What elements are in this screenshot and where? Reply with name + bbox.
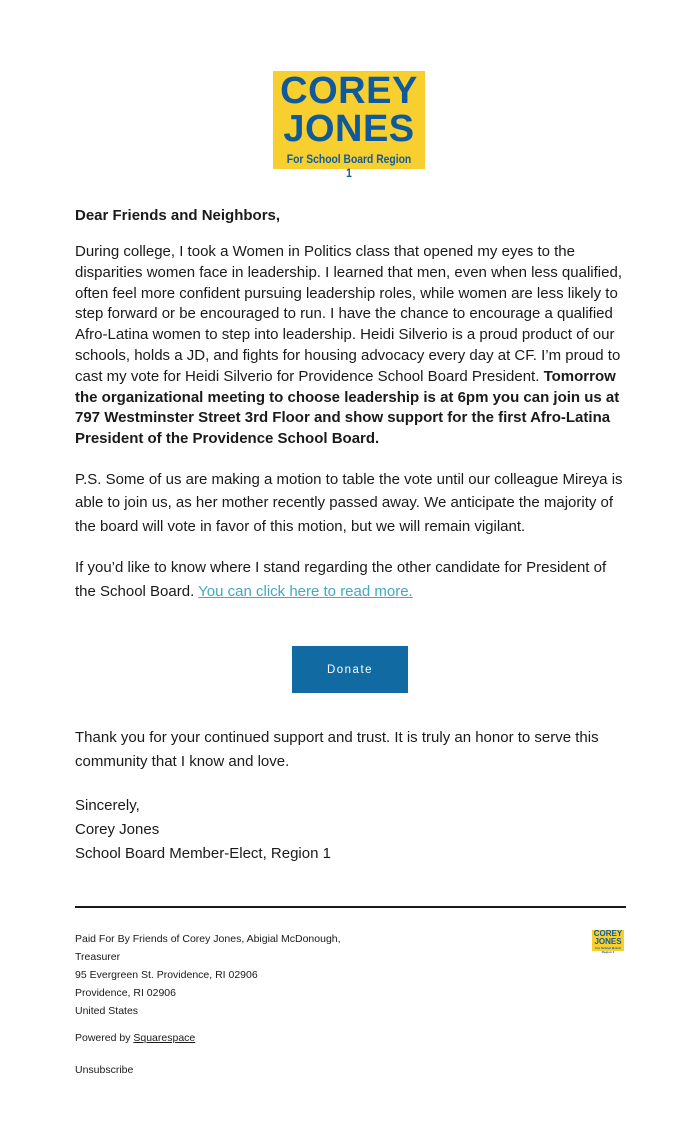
address-country: United States xyxy=(75,1005,139,1017)
greeting: Dear Friends and Neighbors, xyxy=(75,207,281,224)
powered-by xyxy=(75,1032,195,1044)
paragraph-3-text: If you’d like to know where I stand regarding the other candidate for President of the School Board. xyxy=(75,559,607,600)
address-line-1: 95 Evergreen St. Providence, RI 02906 xyxy=(75,969,258,981)
meeting-announcement: Tomorrow the organizational meeting to choose leadership is at 6pm you can join us at 797 Westminster Street 3rd Floor and show support for the first Afro-Latina President of the Providence School Board. xyxy=(75,367,620,448)
logo-line-corey: COREY xyxy=(280,70,418,112)
footer-logo-line-1: COREY xyxy=(593,929,623,938)
footer-logo-line-3: For School Board Region 1 xyxy=(595,946,621,954)
squarespace-link[interactable]: Squarespace xyxy=(133,1032,196,1044)
paid-for-disclaimer: Paid For By Friends of Corey Jones, Abigial McDonough, Treasurer xyxy=(75,933,341,963)
donate-button[interactable]: Donate xyxy=(292,646,408,693)
footer-logo-line-2: JONES xyxy=(594,937,622,946)
signoff-text: Sincerely, xyxy=(75,797,140,814)
paragraph-1 xyxy=(75,242,627,450)
letter-body xyxy=(75,206,627,603)
logo-tagline: For School Board Region 1 xyxy=(286,152,412,180)
unsubscribe-link[interactable]: Unsubscribe xyxy=(75,1064,134,1076)
signer-name: Corey Jones xyxy=(75,821,160,838)
address-line-2: Providence, RI 02906 xyxy=(75,987,176,999)
signature-block xyxy=(75,794,331,866)
signer-title: School Board Member-Elect, Region 1 xyxy=(75,845,331,862)
campaign-logo xyxy=(273,70,425,180)
paragraph-3 xyxy=(75,556,627,603)
read-more-link[interactable]: You can click here to read more. xyxy=(198,582,413,600)
logo-line-jones: JONES xyxy=(283,108,415,150)
footer-divider xyxy=(75,906,626,908)
footer-address xyxy=(75,930,375,1020)
postscript: P.S. Some of us are making a motion to table the vote until our colleague Mireya is able to join us, as her mother recently passed away. We anticipate the majority of the board will vote in favor of this motion, but we will remain vigilant. xyxy=(75,470,623,535)
powered-by-prefix: Powered by xyxy=(75,1032,131,1044)
paragraph-1-text: During college, I took a Women in Politics class that opened my eyes to the disparities women face in leadership. I learned that men, even when less qualified, often feel more confident pursuing leadership roles, while women are less likely to step forward or be encouraged to run. I have the chance to encourage a qualified Afro-Latina women to step into leadership. Heidi Silverio is a proud product of our schools, holds a JD, and fights for housing advocacy every day at CF. I’m proud to cast my vote for Heidi Silverio for Providence School Board President. xyxy=(75,243,622,385)
thank-you-paragraph: Thank you for your continued support and trust. It is truly an honor to serve this community that I know and love. xyxy=(75,729,599,770)
footer-logo xyxy=(592,929,624,954)
